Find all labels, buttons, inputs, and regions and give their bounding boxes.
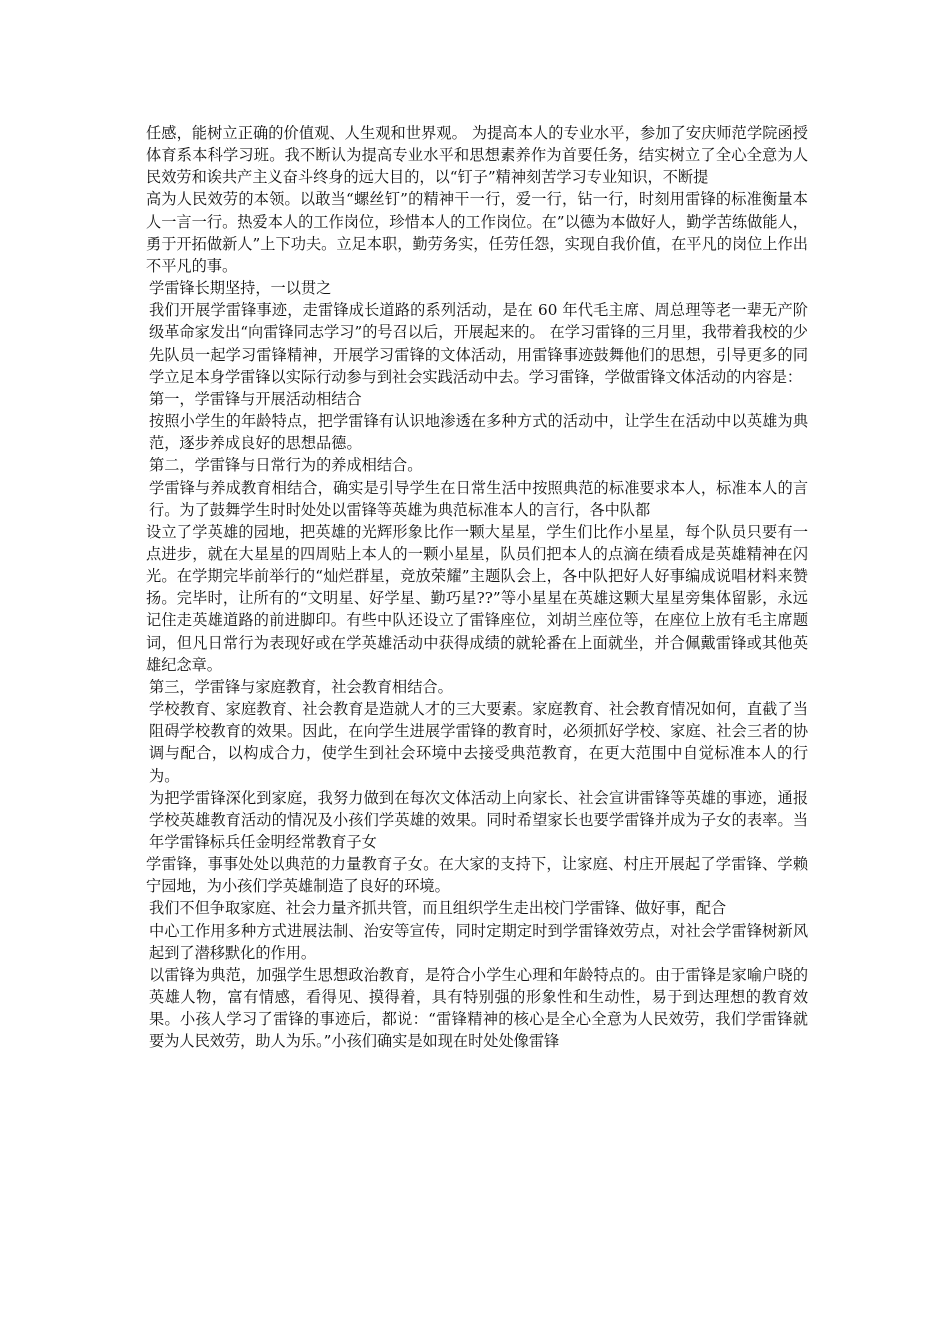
paragraph-5: 学雷锋与养成教育相结合，确实是引导学生在日常生活中按照典范的标准要求本人，标准本人的言行。为了鼓舞学生时时处处以雷锋等英雄为典范标准本人的言行，各中队都 xyxy=(149,478,808,519)
paragraph-9: 学雷锋，事事处处以典范的力量教育子女。在大家的支持下，让家庭、村庄开展起了学雷锋、学赖宁园地，为小孩们学英雄制造了良好的环境。 xyxy=(146,855,808,896)
paragraph-1: 任感，能树立正确的价值观、人生观和世界观。 为提高本人的专业水平，参加了安庆师范学院函授体育系本科学习班。我不断认为提高专业水平和思想素养作为首要任务，结实树立了全心全意为人民效劳和诶共产主义奋斗终身的远大目的，以“钉子”精神刻苦学习专业知识，不断提 xyxy=(146,124,808,187)
paragraph-11: 中心工作用多种方式进展法制、治安等宣传，同时定期定时到学雷锋效劳点，对社会学雷锋树新风起到了潜移默化的作用。 xyxy=(149,921,808,962)
section-heading-1: 学雷锋长期坚持，一以贯之 xyxy=(149,279,332,298)
paragraph-7: 学校教育、家庭教育、社会教育是造就人才的三大要素。家庭教育、社会教育情况如何，直截了当阻碍学校教育的效果。因此，在向学生进展学雷锋的教育时，必须抓好学校、家庭、社会三者的协调与配合，以构成合力，使学生到社会环境中去接受典范教育，在更大范围中自觉标准本人的行为。 xyxy=(149,700,808,785)
section-heading-4: 第三，学雷锋与家庭教育，社会教育相结合。 xyxy=(149,677,453,696)
paragraph-8: 为把学雷锋深化到家庭，我努力做到在每次文体活动上向家长、社会宣讲雷锋等英雄的事迹，通报学校英雄教育活动的情况及小孩们学英雄的效果。同时希望家长也要学雷锋并成为子女的表率。当年学雷锋标兵任金明经常教育子女 xyxy=(149,788,808,851)
paragraph-2: 高为人民效劳的本领。以敢当“螺丝钉”的精神干一行，爱一行，钻一行，时刻用雷锋的标准衡量本人一言一行。热爱本人的工作岗位，珍惜本人的工作岗位。在”以德为本做好人，勤学苦练做能人，勇于开拓做新人”上下功夫。立足本职，勤劳务实，任劳任怨，实现自我价值，在平凡的岗位上作出不平凡的事。 xyxy=(146,190,808,275)
section-heading-3: 第二，学雷锋与日常行为的养成相结合。 xyxy=(149,456,423,475)
paragraph-3: 我们开展学雷锋事迹，走雷锋成长道路的系列活动，是在 60 年代毛主席、周总理等老一辈无产阶级革命家发出“向雷锋同志学习”的号召以后，开展起来的。 在学习雷锋的三月里，我带着我校的少先队员一起学习雷锋精神，开展学习雷锋的文体活动，用雷锋事迹鼓舞他们的思想，引导更多的同学立足本身学雷锋以实际行动参与到社会实践活动中去。学习雷锋，学做雷锋文体活动的内容是： xyxy=(149,301,808,386)
section-heading-2: 第一，学雷锋与开展活动相结合 xyxy=(149,389,362,408)
paragraph-4: 按照小学生的年龄特点，把学雷锋有认识地渗透在多种方式的活动中，让学生在活动中以英雄为典范，逐步养成良好的思想品德。 xyxy=(149,412,808,453)
paragraph-10: 我们不但争取家庭、社会力量齐抓共管，而且组织学生走出校门学雷锋、做好事，配合 xyxy=(149,899,727,918)
paragraph-12: 以雷锋为典范，加强学生思想政治教育，是符合小学生心理和年龄特点的。由于雷锋是家喻户晓的英雄人物，富有情感，看得见、摸得着，具有特别强的形象性和生动性，易于到达理想的教育效果。小孩人学习了雷锋的事迹后，都说：“雷锋精神的核心是全心全意为人民效劳，我们学雷锋就要为人民效劳，助人为乐。”小孩们确实是如现在时处处像雷锋 xyxy=(149,965,808,1051)
document-page xyxy=(146,122,808,1053)
paragraph-6: 设立了学英雄的园地，把英雄的光辉形象比作一颗大星星，学生们比作小星星，每个队员只要有一点进步，就在大星星的四周贴上本人的一颗小星星，队员们把本人的点滴在绩看成是英雄精神在闪光。在学期完毕前举行的“灿烂群星，竞放荣耀”主题队会上，各中队把好人好事编成说唱材料来赞扬。完毕时，让所有的“文明星、好学星、勤巧星??”等小星星在英雄这颗大星星旁集体留影，永远记住走英雄道路的前进脚印。有些中队还设立了雷锋座位，刘胡兰座位等，在座位上放有毛主席题词，但凡日常行为表现好或在学英雄活动中获得成绩的就轮番在上面就坐，并合佩戴雷锋或其他英雄纪念章。 xyxy=(146,522,808,674)
